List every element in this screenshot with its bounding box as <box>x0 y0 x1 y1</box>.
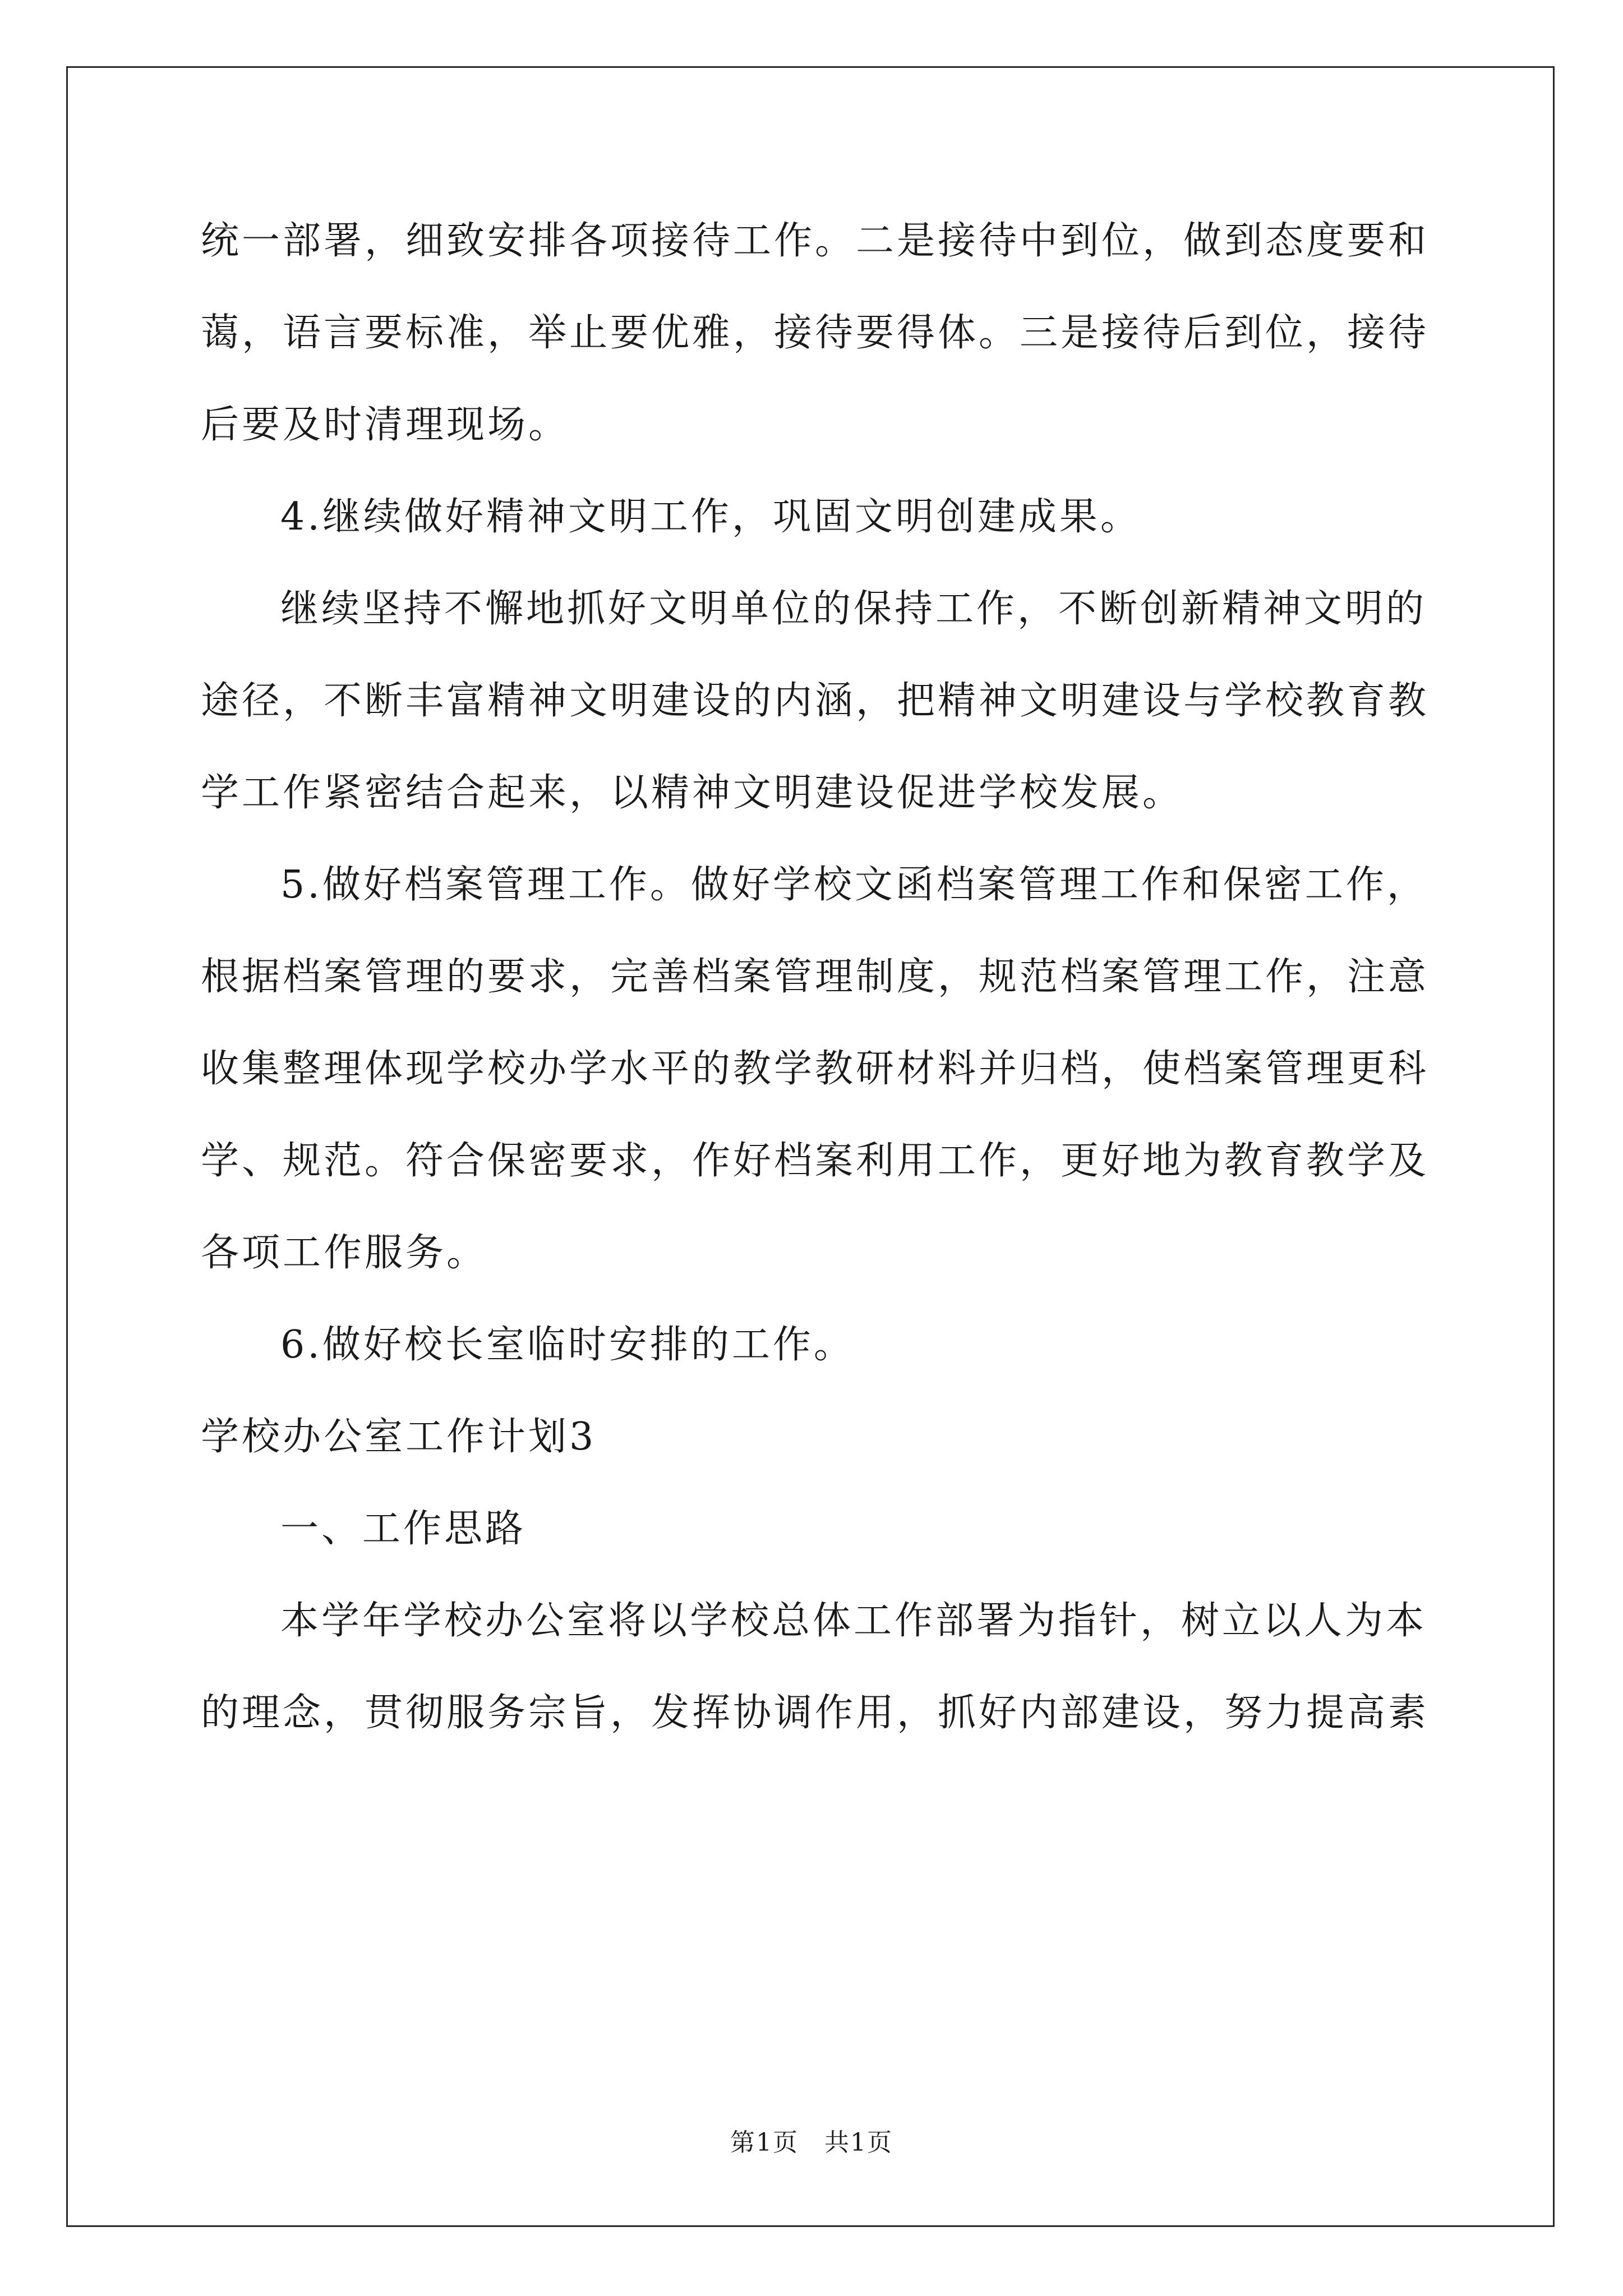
body-text-line: 统一部署，细致安排各项接待工作。二是接待中到位，做到态度要和 <box>201 219 1430 263</box>
section-heading: 6.做好校长室临时安排的工作。 <box>280 1323 855 1367</box>
section-heading: 一、工作思路 <box>280 1507 527 1551</box>
document-body <box>201 213 1430 1777</box>
section-heading: 4.继续做好精神文明工作，巩固文明创建成果。 <box>280 495 1141 539</box>
document-title: 学校办公室工作计划3 <box>201 1415 597 1459</box>
body-text-line: 学工作紧密结合起来，以精神文明建设促进学校发展。 <box>201 771 1184 815</box>
body-text-line: 继续坚持不懈地抓好文明单位的保持工作，不断创新精神文明的 <box>280 587 1427 631</box>
body-text-line: 各项工作服务。 <box>201 1231 488 1275</box>
body-text-line: 收集整理体现学校办学水平的教学教研材料并归档，使档案管理更科 <box>201 1047 1430 1091</box>
page-footer: 第1页 共1页 <box>730 2128 893 2157</box>
body-text-line: 的理念，贯彻服务宗旨，发挥协调作用，抓好内部建设，努力提高素 <box>201 1691 1430 1735</box>
body-text-line: 后要及时清理现场。 <box>201 403 570 447</box>
body-text-line: 蔼，语言要标准，举止要优雅，接待要得体。三是接待后到位，接待 <box>201 311 1430 355</box>
body-text-line: 学、规范。符合保密要求，作好档案利用工作，更好地为教育教学及 <box>201 1139 1430 1183</box>
body-text-line: 途径，不断丰富精神文明建设的内涵，把精神文明建设与学校教育教 <box>201 679 1430 723</box>
body-text-line: 根据档案管理的要求，完善档案管理制度，规范档案管理工作，注意 <box>201 955 1430 999</box>
body-text-line: 本学年学校办公室将以学校总体工作部署为指针，树立以人为本 <box>280 1599 1427 1643</box>
section-heading: 5.做好档案管理工作。做好学校文函档案管理工作和保密工作， <box>280 863 1428 907</box>
